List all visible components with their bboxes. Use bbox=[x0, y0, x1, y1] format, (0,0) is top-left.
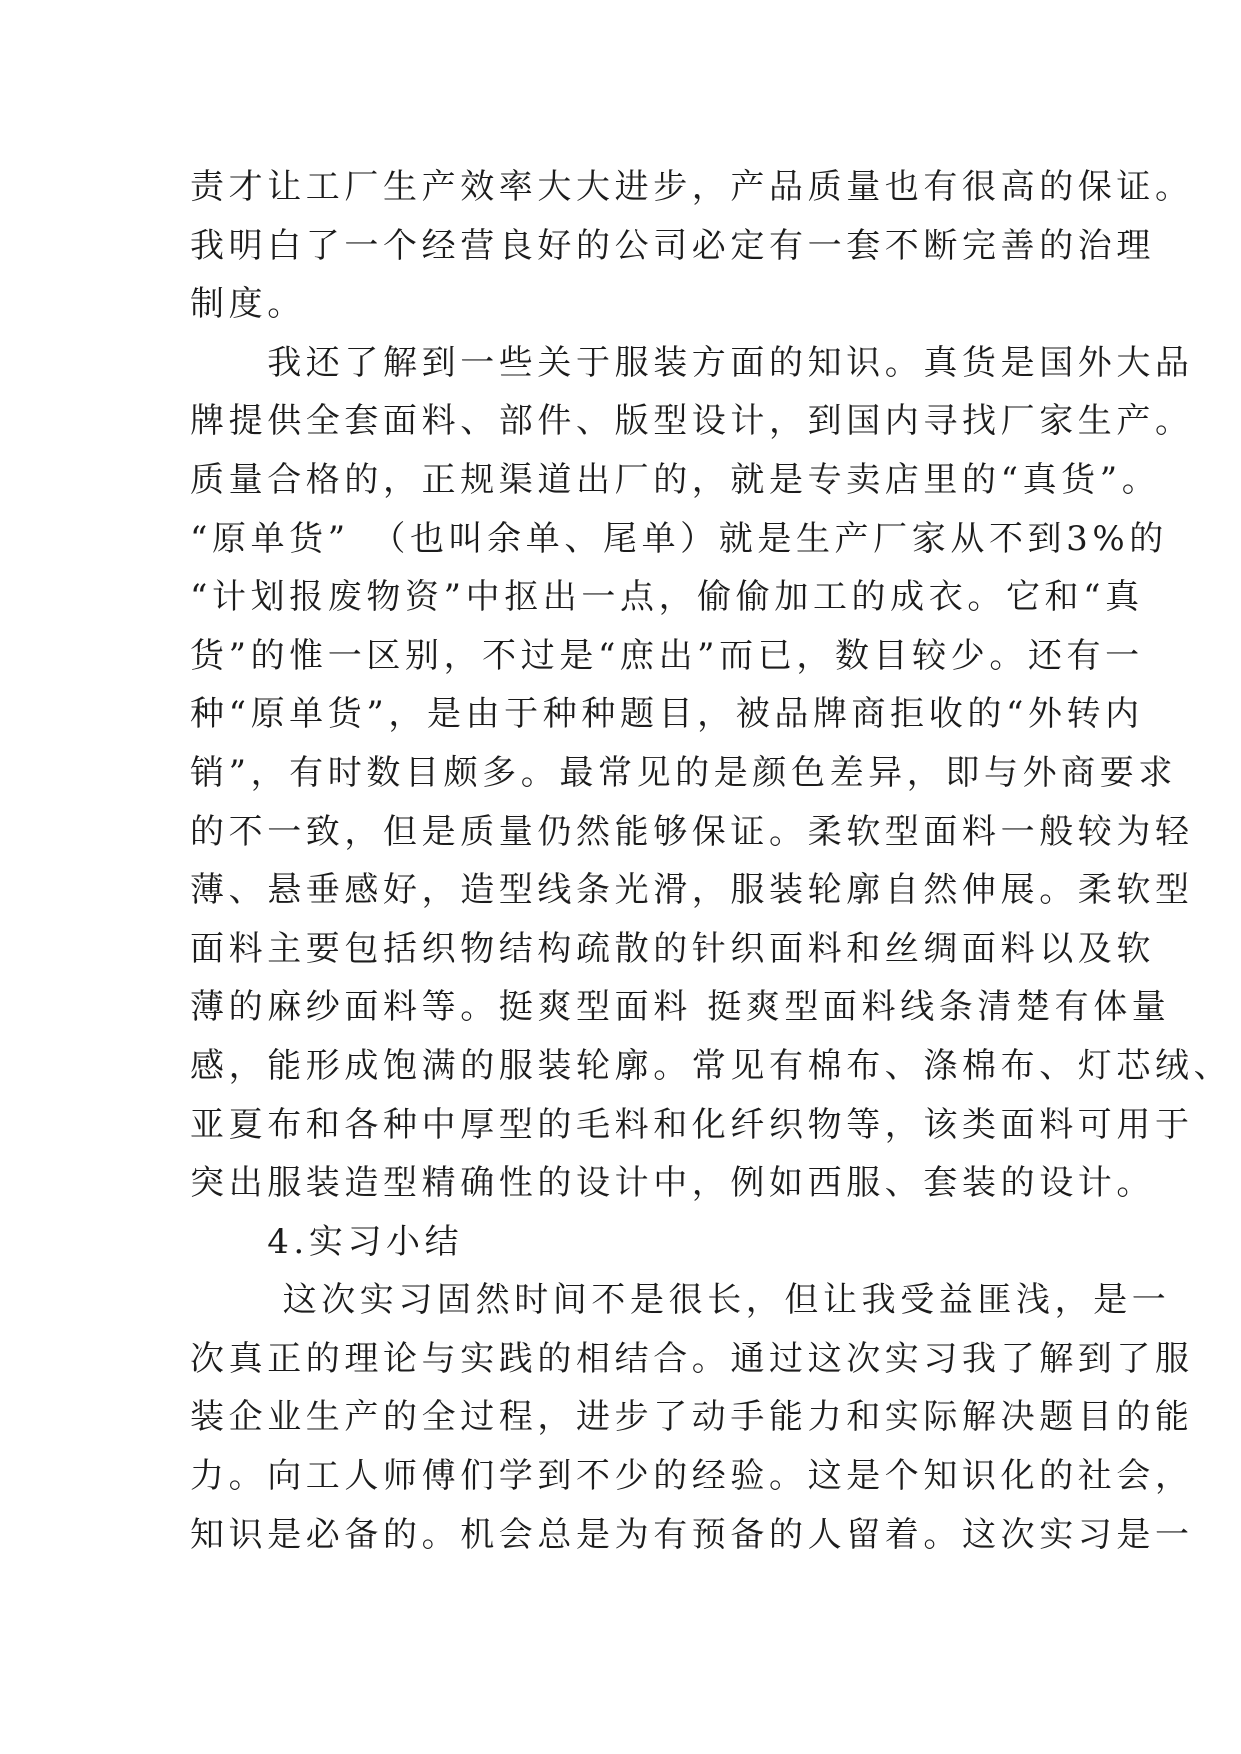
text-line: 牌提供全套面料、部件、版型设计，到国内寻找厂家生产。 bbox=[190, 401, 1194, 442]
text-line: “原单货” （也叫余单、尾单）就是生产厂家从不到3%的 bbox=[190, 518, 1168, 559]
text-line: 亚夏布和各种中厚型的毛料和化纤织物等，该类面料可用于 bbox=[190, 1104, 1194, 1145]
text-line: 装企业生产的全过程，进步了动手能力和实际解决题目的能 bbox=[190, 1397, 1194, 1438]
text-line: 货”的惟一区别，不过是“庶出”而已，数目较少。还有一 bbox=[190, 635, 1144, 676]
text-line: 的不一致，但是质量仍然能够保证。柔软型面料一般较为轻 bbox=[190, 811, 1194, 852]
text-line: 制度。 bbox=[190, 284, 306, 325]
text-line: 感，能形成饱满的服装轮廓。常见有棉布、涤棉布、灯芯绒、 bbox=[190, 1045, 1233, 1086]
text-line: 薄、悬垂感好，造型线条光滑，服装轮廓自然伸展。柔软型 bbox=[190, 870, 1194, 911]
text-line: 知识是必备的。机会总是为有预备的人留着。这次实习是一 bbox=[190, 1514, 1194, 1555]
text-line: 责才让工厂生产效率大大进步，产品质量也有很高的保证。 bbox=[190, 167, 1194, 207]
text-line: 这次实习固然时间不是很长，但让我受益匪浅，是一 bbox=[190, 1280, 1171, 1321]
text-line: 种“原单货”，是由于种种题目，被品牌商拒收的“外转内 bbox=[190, 694, 1144, 735]
body-text bbox=[190, 158, 1233, 1564]
text-line: 次真正的理论与实践的相结合。通过这次实习我了解到了服 bbox=[190, 1338, 1194, 1379]
text-line: 我明白了一个经营良好的公司必定有一套不断完善的治理 bbox=[190, 225, 1155, 266]
text-line: 突出服装造型精确性的设计中，例如西服、套装的设计。 bbox=[190, 1163, 1155, 1204]
text-line: 我还了解到一些关于服装方面的知识。真货是国外大品 bbox=[190, 342, 1194, 383]
text-line: 力。向工人师傅们学到不少的经验。这是个知识化的社会， bbox=[190, 1456, 1194, 1497]
text-line: 销”，有时数目颇多。最常见的是颜色差异，即与外商要求 bbox=[190, 752, 1177, 793]
section-heading: 4.实习小结 bbox=[190, 1221, 464, 1262]
text-line: 面料主要包括织物结构疏散的针织面料和丝绸面料以及软 bbox=[190, 928, 1155, 969]
text-line: 质量合格的，正规渠道出厂的，就是专卖店里的“真货”。 bbox=[190, 459, 1161, 500]
text-line: “计划报废物资”中抠出一点，偷偷加工的成衣。它和“真 bbox=[190, 577, 1144, 618]
text-line: 薄的麻纱面料等。挺爽型面料 挺爽型面料线条清楚有体量 bbox=[190, 987, 1171, 1028]
